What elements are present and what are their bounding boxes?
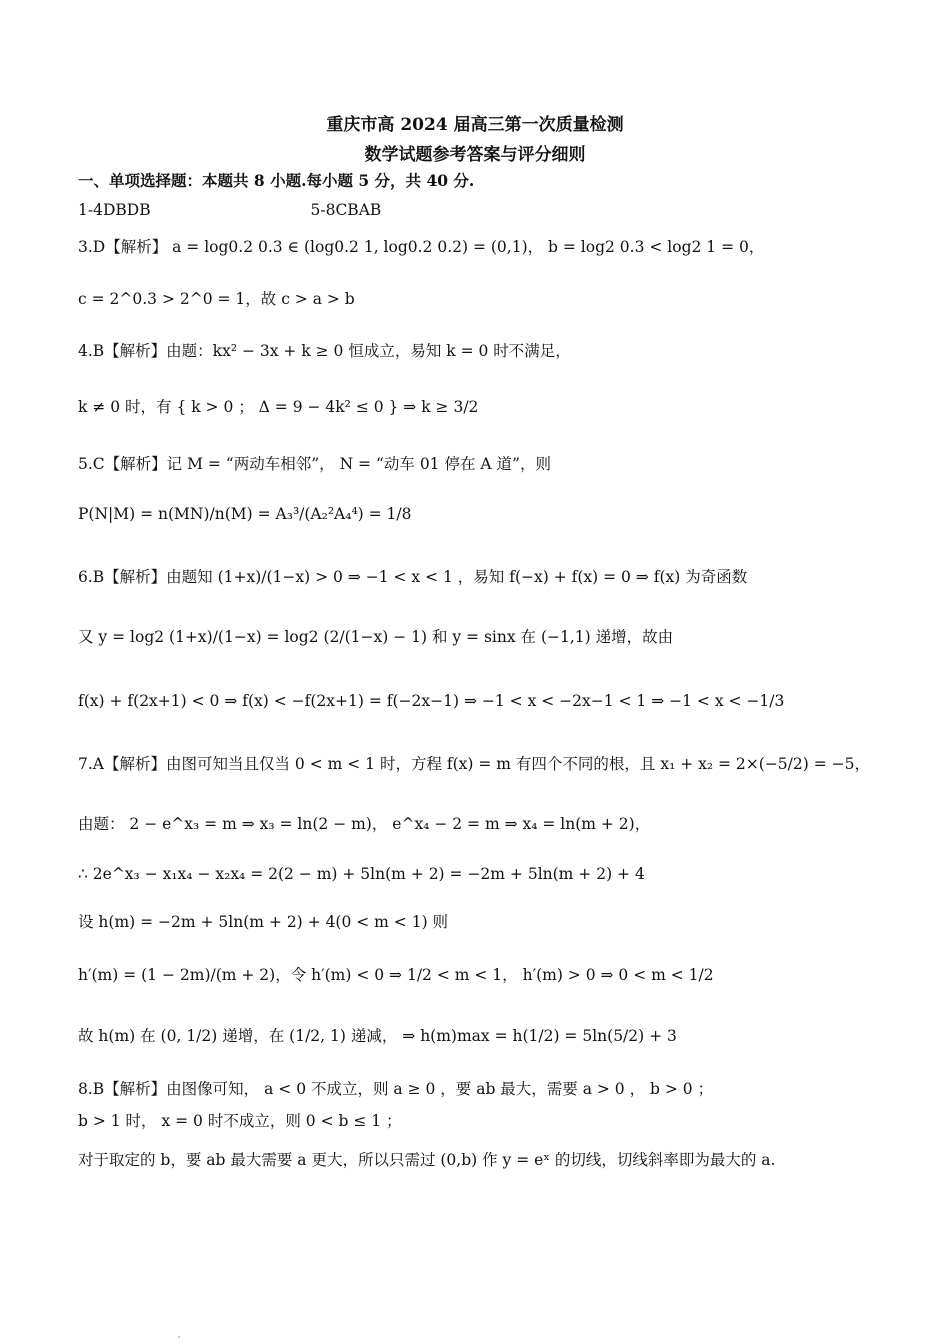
q5-line-1: 5.C【解析】记 M = “两动车相邻”， N = “动车 01 停在 A 道”，则: [78, 455, 551, 473]
q7-line-5: h′(m) = (1 − 2m)/(m + 2)，令 h′(m) < 0 ⇒ 1/2 < m < 1， h′(m) > 0 ⇒ 0 < m < 1/2: [78, 966, 714, 984]
page-title: 重庆市高 2024 届高三第一次质量检测: [326, 115, 624, 135]
page-subtitle: 数学试题参考答案与评分细则: [364, 145, 586, 165]
page-mark: [178, 1336, 180, 1338]
q4-line-2: k ≠ 0 时，有 { k > 0 ； Δ = 9 − 4k² ≤ 0 } ⇒ k ≥ 3/2: [78, 398, 479, 416]
q7-line-3: ∴ 2e^x₃ − x₁x₄ − x₂x₄ = 2(2 − m) + 5ln(m + 2) = −2m + 5ln(m + 2) + 4: [78, 865, 645, 883]
q3-line-1: 3.D【解析】 a = log0.2 0.3 ∈ (log0.2 1, log0.2 0.2) = (0,1)， b = log2 0.3 < log2 1 = 0，: [78, 238, 765, 256]
section-heading: 一、单项选择题：本题共 8 小题.每小题 5 分，共 40 分.: [78, 171, 475, 190]
q4-line-1: 4.B【解析】由题：kx² − 3x + k ≥ 0 恒成立，易知 k = 0 时不满足，: [78, 342, 571, 360]
q7-line-4: 设 h(m) = −2m + 5ln(m + 2) + 4(0 < m < 1) 则: [78, 913, 449, 931]
answers-1-4: 1-4DBDB: [78, 201, 151, 219]
q3-line-2: c = 2^0.3 > 2^0 = 1，故 c > a > b: [78, 290, 355, 308]
q8-line-3: 对于取定的 b，要 ab 最大需要 a 更大，所以只需过 (0,b) 作 y = eˣ 的切线，切线斜率即为最大的 a.: [78, 1151, 776, 1169]
q6-line-3: f(x) + f(2x+1) < 0 ⇒ f(x) < −f(2x+1) = f(−2x−1) ⇒ −1 < x < −2x−1 < 1 ⇒ −1 < x < −1/3: [78, 692, 785, 710]
q8-line-2: b > 1 时， x = 0 时不成立，则 0 < b ≤ 1 ；: [78, 1112, 402, 1130]
q5-line-2: P(N|M) = n(MN)/n(M) = A₃³/(A₂²A₄⁴) = 1/8: [78, 505, 412, 523]
answer-key: [78, 201, 381, 220]
answers-5-8: 5-8CBAB: [310, 201, 382, 219]
q6-line-2: 又 y = log2 (1+x)/(1−x) = log2 (2/(1−x) − 1) 和 y = sinx 在 (−1,1) 递增，故由: [78, 628, 674, 646]
q7-line-1: 7.A【解析】由图可知当且仅当 0 < m < 1 时，方程 f(x) = m 有四个不同的根，且 x₁ + x₂ = 2×(−5/2) = −5，: [78, 755, 870, 773]
q7-line-6: 故 h(m) 在 (0, 1/2) 递增，在 (1/2, 1) 递减， ⇒ h(m)max = h(1/2) = 5ln(5/2) + 3: [78, 1027, 677, 1045]
q6-line-1: 6.B【解析】由题知 (1+x)/(1−x) > 0 ⇒ −1 < x < 1 ，易知 f(−x) + f(x) = 0 ⇒ f(x) 为奇函数: [78, 568, 748, 586]
q7-line-2: 由题： 2 − e^x₃ = m ⇒ x₃ = ln(2 − m)， e^x₄ − 2 = m ⇒ x₄ = ln(m + 2)，: [78, 815, 651, 833]
q8-line-1: 8.B【解析】由图像可知， a < 0 不成立，则 a ≥ 0 ，要 ab 最大，需要 a > 0 ， b > 0 ；: [78, 1080, 714, 1098]
